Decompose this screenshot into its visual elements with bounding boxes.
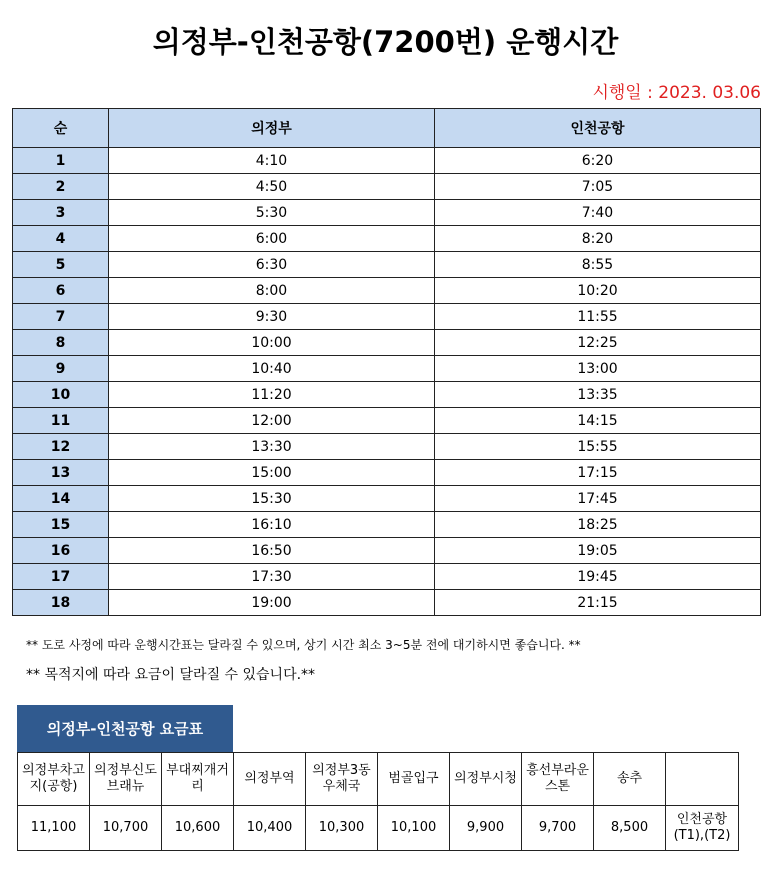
fare-stop-cell: 범골입구 — [378, 753, 450, 806]
seq-cell: 9 — [13, 356, 109, 382]
uijeongbu-time-cell: 5:30 — [109, 200, 435, 226]
fare-stop-cell: 의정부시청 — [450, 753, 522, 806]
schedule-note: ** 도로 사정에 따라 운행시간표는 달라질 수 있으며, 상기 시간 최소 3~5분 전에 대기하시면 좋습니다. ** — [26, 638, 581, 652]
airport-time-cell: 18:25 — [435, 512, 761, 538]
schedule-row — [13, 200, 761, 226]
fare-table-tab: 의정부-인천공항 요금표 — [17, 705, 233, 752]
seq-cell: 1 — [13, 148, 109, 174]
schedule-row — [13, 408, 761, 434]
airport-time-cell: 8:20 — [435, 226, 761, 252]
schedule-row — [13, 252, 761, 278]
schedule-row — [13, 538, 761, 564]
page-title: 의정부-인천공항(7200번) 운행시간 — [152, 25, 619, 59]
airport-time-cell: 13:00 — [435, 356, 761, 382]
fare-prices-row — [18, 806, 739, 851]
fare-price-cell: 10,300 — [306, 806, 378, 851]
fare-stop-cell: 부대찌개거리 — [162, 753, 234, 806]
seq-cell: 16 — [13, 538, 109, 564]
airport-time-cell: 7:05 — [435, 174, 761, 200]
fare-price-cell: 9,700 — [522, 806, 594, 851]
fare-stop-cell: 의정부역 — [234, 753, 306, 806]
seq-cell: 17 — [13, 564, 109, 590]
header-seq: 순 — [13, 109, 109, 148]
uijeongbu-time-cell: 9:30 — [109, 304, 435, 330]
fare-price-cell: 11,100 — [18, 806, 90, 851]
schedule-row — [13, 590, 761, 616]
airport-time-cell: 21:15 — [435, 590, 761, 616]
uijeongbu-time-cell: 4:10 — [109, 148, 435, 174]
fare-price-cell: 10,700 — [90, 806, 162, 851]
header-incheon-airport: 인천공항 — [435, 109, 761, 148]
seq-cell: 4 — [13, 226, 109, 252]
schedule-row — [13, 174, 761, 200]
airport-time-cell: 11:55 — [435, 304, 761, 330]
fare-stop-cell: 의정부3동우체국 — [306, 753, 378, 806]
seq-cell: 5 — [13, 252, 109, 278]
uijeongbu-time-cell: 19:00 — [109, 590, 435, 616]
header-uijeongbu: 의정부 — [109, 109, 435, 148]
uijeongbu-time-cell: 6:30 — [109, 252, 435, 278]
fare-stop-cell: 흥선부라운스톤 — [522, 753, 594, 806]
seq-cell: 15 — [13, 512, 109, 538]
fare-price-cell: 9,900 — [450, 806, 522, 851]
fare-price-cell: 10,400 — [234, 806, 306, 851]
schedule-header-row — [13, 109, 761, 148]
fare-stop-cell: 의정부신도브래뉴 — [90, 753, 162, 806]
schedule-row — [13, 278, 761, 304]
fare-price-cell: 10,600 — [162, 806, 234, 851]
uijeongbu-time-cell: 4:50 — [109, 174, 435, 200]
uijeongbu-time-cell: 13:30 — [109, 434, 435, 460]
uijeongbu-time-cell: 16:10 — [109, 512, 435, 538]
airport-time-cell: 14:15 — [435, 408, 761, 434]
seq-cell: 2 — [13, 174, 109, 200]
seq-cell: 6 — [13, 278, 109, 304]
fare-table — [17, 752, 739, 851]
schedule-row — [13, 382, 761, 408]
airport-time-cell: 19:45 — [435, 564, 761, 590]
schedule-row — [13, 304, 761, 330]
uijeongbu-time-cell: 12:00 — [109, 408, 435, 434]
airport-time-cell: 17:15 — [435, 460, 761, 486]
fare-price-cell: 10,100 — [378, 806, 450, 851]
fare-price-cell: 인천공항(T1),(T2) — [666, 806, 739, 851]
airport-time-cell: 6:20 — [435, 148, 761, 174]
fare-price-cell: 8,500 — [594, 806, 666, 851]
seq-cell: 12 — [13, 434, 109, 460]
schedule-row — [13, 434, 761, 460]
fare-stop-cell — [666, 753, 739, 806]
uijeongbu-time-cell: 11:20 — [109, 382, 435, 408]
airport-time-cell: 17:45 — [435, 486, 761, 512]
seq-cell: 7 — [13, 304, 109, 330]
schedule-row — [13, 148, 761, 174]
seq-cell: 3 — [13, 200, 109, 226]
airport-time-cell: 8:55 — [435, 252, 761, 278]
airport-time-cell: 19:05 — [435, 538, 761, 564]
airport-time-cell: 7:40 — [435, 200, 761, 226]
effective-date: 시행일 : 2023. 03.06 — [592, 83, 761, 103]
fare-stop-cell: 의정부차고지(공항) — [18, 753, 90, 806]
airport-time-cell: 13:35 — [435, 382, 761, 408]
uijeongbu-time-cell: 15:30 — [109, 486, 435, 512]
uijeongbu-time-cell: 10:40 — [109, 356, 435, 382]
schedule-row — [13, 226, 761, 252]
seq-cell: 10 — [13, 382, 109, 408]
fare-stops-row — [18, 753, 739, 806]
uijeongbu-time-cell: 16:50 — [109, 538, 435, 564]
seq-cell: 14 — [13, 486, 109, 512]
seq-cell: 13 — [13, 460, 109, 486]
seq-cell: 18 — [13, 590, 109, 616]
uijeongbu-time-cell: 15:00 — [109, 460, 435, 486]
airport-time-cell: 10:20 — [435, 278, 761, 304]
schedule-row — [13, 486, 761, 512]
schedule-row — [13, 512, 761, 538]
uijeongbu-time-cell: 6:00 — [109, 226, 435, 252]
airport-time-cell: 12:25 — [435, 330, 761, 356]
seq-cell: 8 — [13, 330, 109, 356]
schedule-row — [13, 330, 761, 356]
schedule-row — [13, 564, 761, 590]
airport-time-cell: 15:55 — [435, 434, 761, 460]
schedule-row — [13, 356, 761, 382]
schedule-table — [12, 108, 761, 616]
fare-stop-cell: 송추 — [594, 753, 666, 806]
uijeongbu-time-cell: 17:30 — [109, 564, 435, 590]
schedule-row — [13, 460, 761, 486]
uijeongbu-time-cell: 8:00 — [109, 278, 435, 304]
seq-cell: 11 — [13, 408, 109, 434]
fare-note: ** 목적지에 따라 요금이 달라질 수 있습니다.** — [26, 667, 316, 683]
uijeongbu-time-cell: 10:00 — [109, 330, 435, 356]
